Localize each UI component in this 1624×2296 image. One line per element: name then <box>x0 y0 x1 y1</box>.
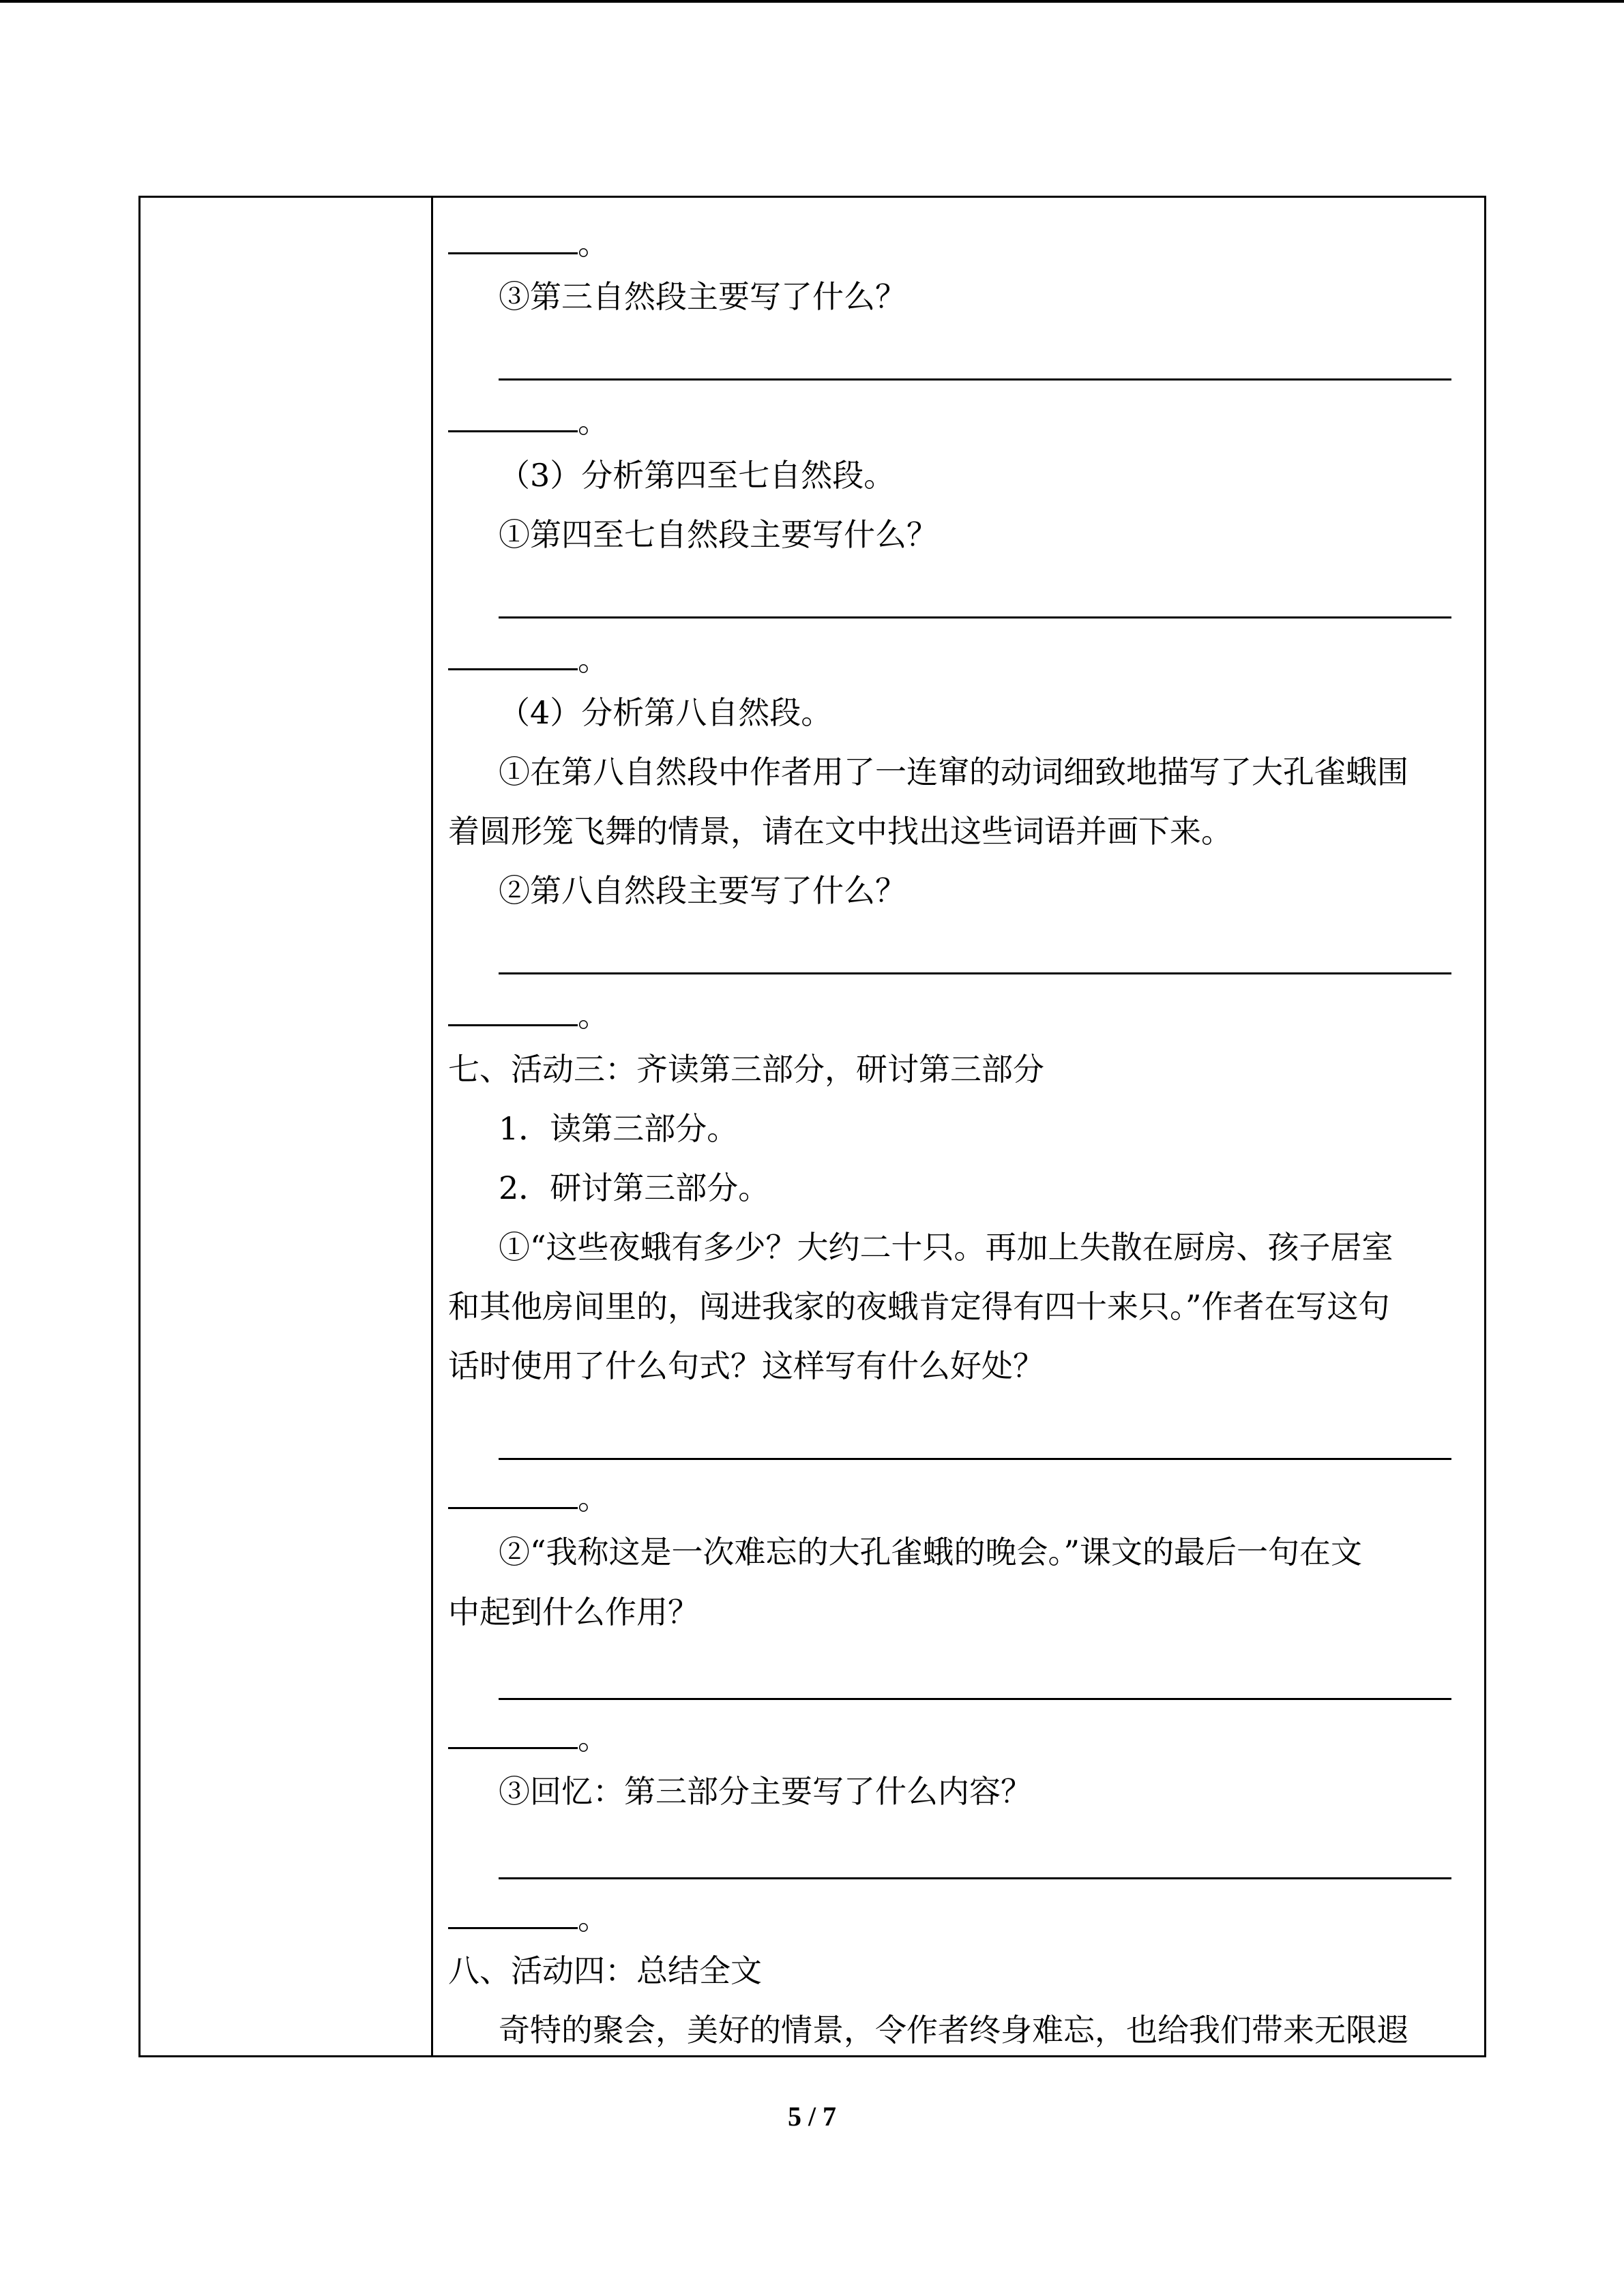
answer-blank <box>448 403 578 432</box>
answer-blank <box>448 1900 578 1929</box>
answer-blank-tail <box>448 994 609 1037</box>
activity-3-title: 七、活动三：齐读第三部分，研讨第三部分 <box>448 1051 1044 1088</box>
answer-blank <box>448 1720 578 1749</box>
section-4-question-1-line-1: ①在第八自然段中作者用了一连窜的动词细致地描写了大孔雀蛾围 <box>499 754 1408 790</box>
table-right-column <box>433 198 1484 2055</box>
activity-3-question-2-line-2: 中起到什么作用？ <box>448 1594 699 1630</box>
activity-3-question-2-line-1: ②“我称这是一次难忘的大孔雀蛾的晚会。”课文的最后一句在文 <box>499 1534 1363 1570</box>
answer-blank <box>448 225 578 254</box>
section-3-question-1: ①第四至七自然段主要写什么？ <box>499 516 938 553</box>
top-border-line <box>0 0 1624 3</box>
answer-blank-tail <box>448 222 609 265</box>
section-4-question-2: ②第八自然段主要写了什么？ <box>499 872 906 909</box>
answer-blank <box>448 1480 578 1509</box>
answer-blank-tail <box>448 1476 609 1520</box>
answer-blank <box>448 641 578 670</box>
section-3-title: （3）分析第四至七自然段。 <box>499 457 896 494</box>
section-4-title: （4）分析第八自然段。 <box>499 694 833 731</box>
activity-3-question-1-line-2: 和其他房间里的，闯进我家的夜蛾肯定得有四十来只。”作者在写这句 <box>448 1288 1390 1325</box>
answer-blank <box>448 997 578 1026</box>
activity-4-line-1: 奇特的聚会，美好的情景，令作者终身难忘，也给我们带来无限遐 <box>499 2012 1408 2048</box>
page-number: 5 / 7 <box>787 2101 837 2132</box>
answer-line <box>499 1698 1451 1700</box>
answer-line <box>499 378 1451 381</box>
answer-line <box>499 972 1451 974</box>
blank-suffix: 。 <box>578 403 609 440</box>
lesson-table <box>138 196 1486 2057</box>
section-4-question-1-line-2: 着圆形笼飞舞的情景，请在文中找出这些词语并画下来。 <box>448 813 1232 850</box>
activity-3-step-1: 1．读第三部分。 <box>499 1110 739 1147</box>
activity-3-step-2: 2．研讨第三部分。 <box>499 1169 770 1206</box>
activity-3-question-3: ③回忆：第三部分主要写了什么内容？ <box>499 1773 1032 1810</box>
blank-suffix: 。 <box>578 641 609 678</box>
blank-suffix: 。 <box>578 1720 609 1757</box>
table-left-column <box>141 198 431 2055</box>
activity-3-question-1-line-3: 话时使用了什么句式？这样写有什么好处？ <box>448 1347 1044 1384</box>
answer-line <box>499 1877 1451 1879</box>
blank-suffix: 。 <box>578 225 609 262</box>
blank-suffix: 。 <box>578 1480 609 1517</box>
activity-3-question-1-line-1: ①“这些夜蛾有多少？大约二十只。再加上失散在厨房、孩子居室 <box>499 1229 1393 1266</box>
answer-line <box>499 616 1451 618</box>
blank-suffix: 。 <box>578 997 609 1034</box>
question-paragraph-3: ③第三自然段主要写了什么？ <box>499 278 906 315</box>
answer-blank-tail <box>448 400 609 443</box>
answer-line <box>499 1458 1451 1460</box>
activity-4-title: 八、活动四：总结全文 <box>448 1952 762 1989</box>
answer-blank-tail <box>448 1896 609 1940</box>
blank-suffix: 。 <box>578 1900 609 1937</box>
answer-blank-tail <box>448 638 609 681</box>
answer-blank-tail <box>448 1716 609 1760</box>
